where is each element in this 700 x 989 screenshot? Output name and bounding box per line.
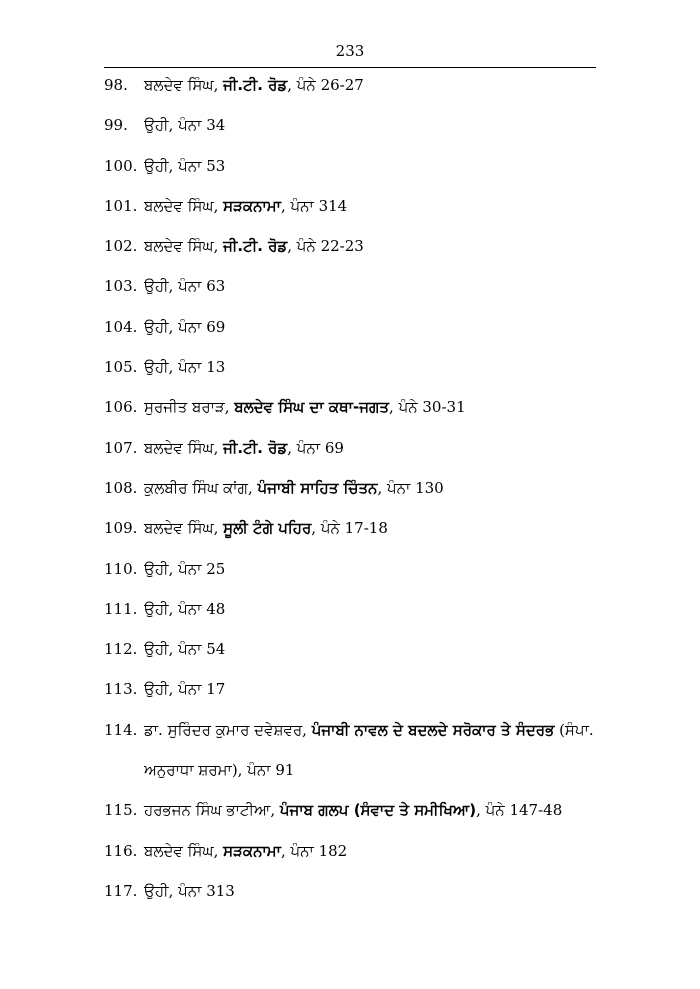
endnote-number: 113. <box>104 680 138 699</box>
citation-author: ਉਹੀ, ਪੰਨਾ 54 <box>144 640 226 659</box>
endnote-item <box>0 112 700 152</box>
citation-pages: , ਪੰਨੇ 22-23 <box>287 237 364 256</box>
citation-title: ਜੀ.ਟੀ. ਰੋਡ <box>223 76 288 94</box>
page-number: 233 <box>335 42 365 60</box>
endnote-number: 100. <box>104 156 138 175</box>
citation-author: ਉਹੀ, ਪੰਨਾ 17 <box>144 680 226 699</box>
citation-title: ਜੀ.ਟੀ. ਰੋਡ <box>223 438 288 457</box>
endnote-number: 109. <box>104 519 138 538</box>
citation-title: ਸੜਕਨਾਮਾ <box>223 196 281 215</box>
endnote-citation <box>144 314 598 340</box>
citation-author: ਬਲਦੇਵ ਸਿੰਘ, <box>144 76 224 94</box>
endnote-citation <box>144 515 598 541</box>
endnote-item <box>0 717 700 798</box>
endnote-citation <box>144 153 598 179</box>
endnote-item <box>0 838 700 878</box>
endnote-citation <box>144 797 598 823</box>
citation-author: ਬਲਦੇਵ ਸਿੰਘ, <box>144 196 224 215</box>
citation-pages: , ਪੰਨੇ 30-31 <box>389 398 466 417</box>
endnote-number: 114. <box>104 720 138 739</box>
endnote-number: 108. <box>104 478 138 497</box>
endnote-item <box>0 435 700 475</box>
citation-author: ਡਾ. ਸੁਰਿੰਦਰ ਕੁਮਾਰ ਦਵੇਸ਼ਵਰ, <box>144 720 312 739</box>
endnote-citation <box>144 354 598 380</box>
endnote-number: 104. <box>104 317 138 336</box>
endnote-citation <box>144 72 598 98</box>
endnote-item <box>0 596 700 636</box>
citation-author: ਉਹੀ, ਪੰਨਾ 34 <box>144 116 226 135</box>
endnote-number: 116. <box>104 841 138 860</box>
endnote-number: 105. <box>104 358 138 377</box>
citation-pages: , ਪੰਨਾ 130 <box>377 478 444 497</box>
endnote-number: 103. <box>104 277 138 296</box>
citation-author: ਸੁਰਜੀਤ ਬਰਾੜ, <box>144 398 235 417</box>
citation-author: ਬਲਦੇਵ ਸਿੰਘ, <box>144 519 224 538</box>
citation-pages: , ਪੰਨੇ 147-48 <box>476 801 563 820</box>
citation-pages: (ਸੰਪਾ. ਅਨੁਰਾਧਾ ਸ਼ਰਮਾ), ਪੰਨਾ 91 <box>144 720 594 780</box>
endnote-item <box>0 797 700 837</box>
citation-title: ਪੰਜਾਬੀ ਸਾਹਿਤ ਚਿੰਤਨ <box>257 478 378 497</box>
endnote-item <box>0 72 700 112</box>
citation-title: ਸੂਲੀ ਟੰਗੇ ਪਹਿਰ <box>223 519 312 538</box>
endnote-citation <box>144 435 598 461</box>
endnotes-list <box>0 72 700 918</box>
citation-author: ਉਹੀ, ਪੰਨਾ 63 <box>144 277 226 296</box>
endnote-number: 110. <box>104 559 138 578</box>
endnote-citation <box>144 233 598 259</box>
endnote-citation <box>144 112 598 138</box>
endnote-item <box>0 515 700 555</box>
endnote-item <box>0 153 700 193</box>
citation-title: ਜੀ.ਟੀ. ਰੋਡ <box>223 237 288 256</box>
endnote-citation <box>144 838 598 864</box>
endnote-citation <box>144 475 598 501</box>
citation-title: ਬਲਦੇਵ ਸਿੰਘ ਦਾ ਕਥਾ-ਜਗਤ <box>234 398 390 417</box>
endnote-item <box>0 354 700 394</box>
citation-pages: , ਪੰਨਾ 69 <box>287 438 344 457</box>
endnote-number: 112. <box>104 640 138 659</box>
endnote-citation <box>144 710 598 791</box>
citation-author: ਉਹੀ, ਪੰਨਾ 313 <box>144 881 235 900</box>
citation-pages: , ਪੰਨੇ 17-18 <box>311 519 388 538</box>
endnote-item <box>0 394 700 434</box>
citation-pages: , ਪੰਨਾ 314 <box>280 196 348 215</box>
endnote-number: 115. <box>104 801 138 820</box>
endnote-item <box>0 475 700 515</box>
endnote-number: 102. <box>104 237 138 256</box>
endnote-number: 106. <box>104 398 138 417</box>
endnote-number: 111. <box>104 599 138 618</box>
endnote-item <box>0 314 700 354</box>
endnote-number: 98. <box>104 76 128 94</box>
citation-author: ਕੁਲਬੀਰ ਸਿੰਘ ਕਾਂਗ, <box>144 478 258 497</box>
endnote-citation <box>144 878 598 904</box>
endnote-citation <box>144 273 598 299</box>
endnote-citation <box>144 193 598 219</box>
citation-author: ਉਹੀ, ਪੰਨਾ 53 <box>144 156 226 175</box>
endnote-item <box>0 556 700 596</box>
citation-author: ਉਹੀ, ਪੰਨਾ 13 <box>144 358 226 377</box>
citation-author: ਹਰਭਜਨ ਸਿੰਘ ਭਾਟੀਆ, <box>144 801 280 820</box>
endnote-citation <box>144 556 598 582</box>
citation-author: ਉਹੀ, ਪੰਨਾ 25 <box>144 559 226 578</box>
endnote-item <box>0 636 700 676</box>
citation-author: ਬਲਦੇਵ ਸਿੰਘ, <box>144 841 224 860</box>
citation-pages: , ਪੰਨੇ 26-27 <box>287 76 364 94</box>
citation-author: ਬਲਦੇਵ ਸਿੰਘ, <box>144 237 224 256</box>
endnote-item <box>0 233 700 273</box>
endnote-number: 99. <box>104 116 128 135</box>
header-rule <box>104 67 596 68</box>
endnote-item <box>0 193 700 233</box>
endnote-item <box>0 878 700 918</box>
citation-title: ਪੰਜਾਬੀ ਨਾਵਲ ਦੇ ਬਦਲਦੇ ਸਰੋਕਾਰ ਤੇ ਸੰਦਰਭ <box>311 720 555 739</box>
citation-title: ਸੜਕਨਾਮਾ <box>223 841 281 860</box>
citation-author: ਬਲਦੇਵ ਸਿੰਘ, <box>144 438 224 457</box>
endnote-item <box>0 273 700 313</box>
endnote-number: 101. <box>104 196 138 215</box>
endnote-number: 117. <box>104 881 138 900</box>
endnote-citation <box>144 596 598 622</box>
endnote-citation <box>144 394 598 420</box>
endnote-citation <box>144 676 598 702</box>
citation-pages: , ਪੰਨਾ 182 <box>280 841 348 860</box>
endnote-citation <box>144 636 598 662</box>
citation-title: ਪੰਜਾਬ ਗਲਪ (ਸੰਵਾਦ ਤੇ ਸਮੀਖਿਆ) <box>279 801 477 820</box>
citation-author: ਉਹੀ, ਪੰਨਾ 69 <box>144 317 226 336</box>
citation-author: ਉਹੀ, ਪੰਨਾ 48 <box>144 599 226 618</box>
endnote-number: 107. <box>104 438 138 457</box>
